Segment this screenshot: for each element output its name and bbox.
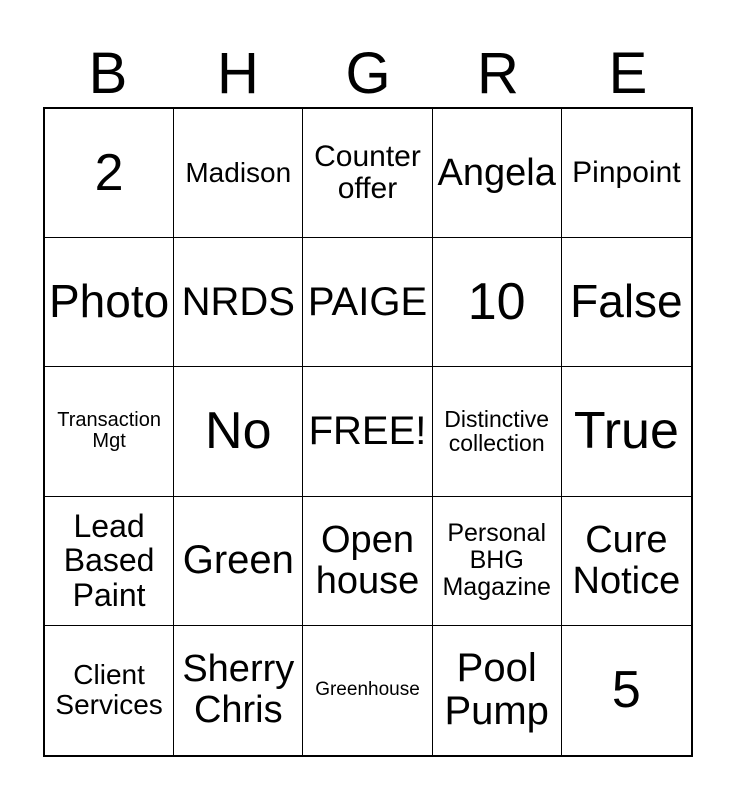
cell-text: Greenhouse [315, 679, 420, 701]
bingo-cell-r1-c4[interactable] [433, 109, 562, 238]
bingo-cell-r2-c2[interactable] [174, 238, 303, 367]
bingo-header [43, 40, 693, 108]
bingo-cell-r5-c3[interactable] [303, 626, 432, 755]
bingo-cell-r1-c5[interactable] [562, 109, 691, 238]
cell-text: 2 [94, 144, 124, 203]
bingo-cell-r3-c4[interactable] [433, 367, 562, 496]
cell-text: False [570, 275, 683, 328]
bingo-cell-r5-c2[interactable] [174, 626, 303, 755]
bingo-cell-r2-c3[interactable] [303, 238, 432, 367]
bingo-cell-r4-c4[interactable] [433, 497, 562, 626]
bingo-cell-r4-c1[interactable] [45, 497, 174, 626]
bingo-cell-r4-c3[interactable] [303, 497, 432, 626]
cell-text: NRDS [181, 279, 295, 324]
cell-text: Pool Pump [444, 646, 549, 734]
cell-text: 5 [611, 661, 641, 720]
bingo-cell-r3-c5[interactable] [562, 367, 691, 496]
bingo-cell-r1-c1[interactable] [45, 109, 174, 238]
bingo-cell-r2-c5[interactable] [562, 238, 691, 367]
bingo-cell-r4-c5[interactable] [562, 497, 691, 626]
bingo-cell-r3-c1[interactable] [45, 367, 174, 496]
header-letter-b: B [88, 41, 128, 106]
bingo-cell-r1-c2[interactable] [174, 109, 303, 238]
bingo-cell-r5-c1[interactable] [45, 626, 174, 755]
bingo-cell-r2-c4[interactable] [433, 238, 562, 367]
cell-text: Photo [48, 275, 170, 328]
bingo-cell-r4-c2[interactable] [174, 497, 303, 626]
cell-text: Pinpoint [572, 155, 681, 189]
cell-text: Lead Based Paint [63, 507, 155, 613]
bingo-cell-r1-c3[interactable] [303, 109, 432, 238]
header-letter-g: G [345, 41, 391, 106]
cell-text: Open house [315, 518, 420, 602]
bingo-cell-r2-c1[interactable] [45, 238, 174, 367]
cell-text: Counter offer [314, 139, 421, 206]
cell-text: Client Services [55, 659, 163, 721]
cell-text: Green [182, 538, 294, 583]
cell-text: No [205, 402, 272, 461]
cell-text: PAIGE [307, 279, 428, 324]
cell-text: True [573, 402, 679, 461]
cell-text: Distinctive collection [444, 405, 550, 457]
cell-text: Madison [185, 156, 292, 188]
header-letter-r: R [477, 41, 519, 106]
header-letter-e: E [608, 41, 648, 106]
cell-text: Angela [437, 151, 556, 194]
cell-text: Cure Notice [572, 518, 681, 602]
cell-text: 10 [467, 273, 526, 332]
cell-text: Sherry Chris [182, 648, 295, 732]
bingo-cell-r5-c4[interactable] [433, 626, 562, 755]
header-letter-h: H [217, 41, 259, 106]
bingo-cell-r3-c2[interactable] [174, 367, 303, 496]
bingo-cell-r3-c3[interactable] [303, 367, 432, 496]
cell-text: FREE! [308, 408, 427, 453]
cell-text: Transaction Mgt [57, 408, 161, 453]
bingo-board [43, 107, 693, 757]
cell-text: Personal BHG Magazine [442, 519, 551, 602]
bingo-cell-r5-c5[interactable] [562, 626, 691, 755]
